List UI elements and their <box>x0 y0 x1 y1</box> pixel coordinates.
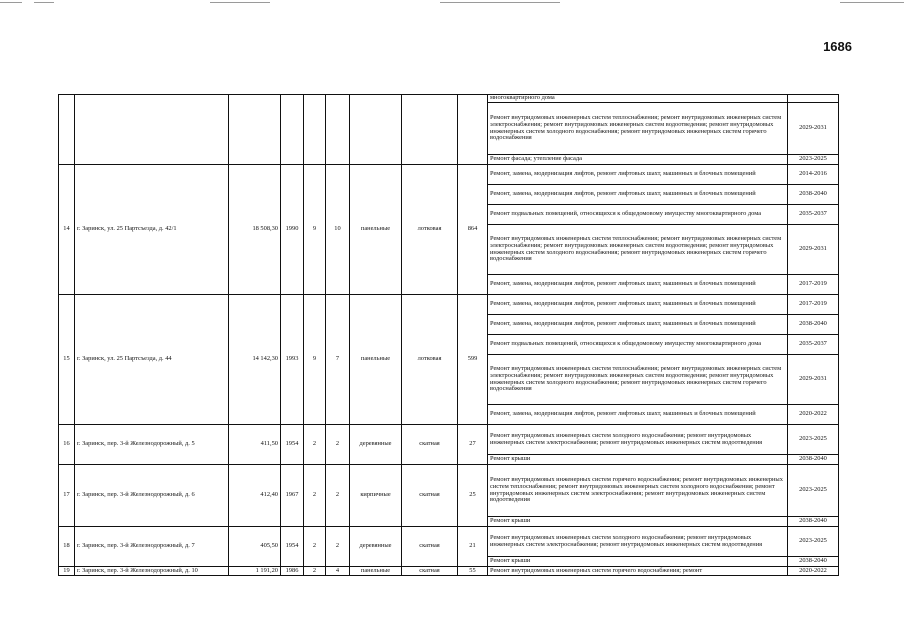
building-address: г. Заринск, пер. 3-й Железнодорожный, д. 6 <box>75 465 229 527</box>
roof-type: скатная <box>402 527 458 567</box>
work-description: Ремонт крыши <box>488 455 788 465</box>
building-address: г. Заринск, ул. 25 Партсъезда, д. 42/1 <box>75 165 229 295</box>
floors-count: 2 <box>304 425 326 465</box>
work-period: 2035-2037 <box>788 205 839 225</box>
work-period: 2020-2022 <box>788 405 839 425</box>
work-period: 2023-2025 <box>788 527 839 557</box>
work-description: Ремонт внутридомовых инженерных систем холодного водоснабжения; ремонт внутридомовых инженерных систем электроснабжения; ремонт внутридомовых инженерных систем водоотведения <box>488 425 788 455</box>
total-area: 14 142,30 <box>229 295 281 425</box>
continued-build-year-cell <box>281 95 304 165</box>
work-period <box>788 95 839 103</box>
work-description: Ремонт, замена, модернизация лифтов, ремонт лифтовых шахт, машинных и блочных помещений <box>488 315 788 335</box>
work-description: Ремонт фасада; утепление фасада <box>488 155 788 165</box>
work-description: Ремонт крыши <box>488 517 788 527</box>
work-description: Ремонт, замена, модернизация лифтов, ремонт лифтовых шахт, машинных и блочных помещений <box>488 295 788 315</box>
residents-count: 599 <box>458 295 488 425</box>
roof-type: скатная <box>402 465 458 527</box>
work-period: 2029-2031 <box>788 355 839 405</box>
residents-count: 21 <box>458 527 488 567</box>
work-period: 2029-2031 <box>788 225 839 275</box>
total-area: 18 508,30 <box>229 165 281 295</box>
work-description: Ремонт подвальных помещений, относящихся к общедомовому имуществу многоквартирного дома <box>488 205 788 225</box>
capital-repair-register-table <box>58 94 839 576</box>
wall-material: панельные <box>350 295 402 425</box>
build-year: 1967 <box>281 465 304 527</box>
building-row <box>59 295 839 315</box>
row-number: 19 <box>59 567 75 576</box>
work-description: Ремонт, замена, модернизация лифтов, ремонт лифтовых шахт, машинных и блочных помещений <box>488 405 788 425</box>
work-period: 2038-2040 <box>788 557 839 567</box>
build-year: 1986 <box>281 567 304 576</box>
building-row <box>59 527 839 557</box>
total-area: 1 191,20 <box>229 567 281 576</box>
building-address: г. Заринск, пер. 3-й Железнодорожный, д. 7 <box>75 527 229 567</box>
build-year: 1993 <box>281 295 304 425</box>
page-number: 1686 <box>823 39 852 54</box>
residents-count: 55 <box>458 567 488 576</box>
continued-residents-cell <box>458 95 488 165</box>
row-number: 15 <box>59 295 75 425</box>
roof-type: лотковая <box>402 295 458 425</box>
work-description: Ремонт внутридомовых инженерных систем холодного водоснабжения; ремонт внутридомовых инженерных систем электроснабжения; ремонт внутридомовых инженерных систем водоотведения <box>488 527 788 557</box>
work-description: Ремонт внутридомовых инженерных систем горячего водоснабжения; ремонт <box>488 567 788 576</box>
work-period: 2038-2040 <box>788 185 839 205</box>
build-year: 1954 <box>281 527 304 567</box>
floors-count: 2 <box>304 567 326 576</box>
entrances-count: 4 <box>326 567 350 576</box>
work-period: 2023-2025 <box>788 465 839 517</box>
residents-count: 27 <box>458 425 488 465</box>
work-period: 2023-2025 <box>788 425 839 455</box>
continued-total-area-cell <box>229 95 281 165</box>
work-description: Ремонт внутридомовых инженерных систем теплоснабжения; ремонт внутридомовых инженерных систем электроснабжения; ремонт внутридомовых инженерных систем водоотведения; ремонт внутридомовых инженерных систем холодного водоснабжения; ремонт внутридомовых инженерных систем горячего водоснабжения <box>488 103 788 155</box>
entrances-count: 7 <box>326 295 350 425</box>
work-description: Ремонт крыши <box>488 557 788 567</box>
wall-material: панельные <box>350 567 402 576</box>
work-description: Ремонт, замена, модернизация лифтов, ремонт лифтовых шахт, машинных и блочных помещений <box>488 185 788 205</box>
entrances-count: 10 <box>326 165 350 295</box>
build-year: 1990 <box>281 165 304 295</box>
work-period: 2017-2019 <box>788 295 839 315</box>
entrances-count: 2 <box>326 465 350 527</box>
continued-row-number-cell <box>59 95 75 165</box>
building-address: г. Заринск, пер. 3-й Железнодорожный, д. 10 <box>75 567 229 576</box>
total-area: 405,50 <box>229 527 281 567</box>
continued-roof-type-cell <box>402 95 458 165</box>
work-period: 2038-2040 <box>788 455 839 465</box>
work-period: 2035-2037 <box>788 335 839 355</box>
work-description: Ремонт, замена, модернизация лифтов, ремонт лифтовых шахт, машинных и блочных помещений <box>488 165 788 185</box>
work-description: Ремонт, замена, модернизация лифтов, ремонт лифтовых шахт, машинных и блочных помещений <box>488 275 788 295</box>
roof-type: лотковая <box>402 165 458 295</box>
work-period: 2017-2019 <box>788 275 839 295</box>
work-period: 2038-2040 <box>788 517 839 527</box>
work-period: 2020-2022 <box>788 567 839 576</box>
work-description: Ремонт внутридомовых инженерных систем теплоснабжения; ремонт внутридомовых инженерных систем электроснабжения; ремонт внутридомовых инженерных систем водоотведения; ремонт внутридомовых инженерных систем холодного водоснабжения; ремонт внутридомовых инженерных систем горячего водоснабжения <box>488 355 788 405</box>
row-number: 17 <box>59 465 75 527</box>
row-number: 18 <box>59 527 75 567</box>
row-number: 16 <box>59 425 75 465</box>
wall-material: деревянные <box>350 425 402 465</box>
residents-count: 25 <box>458 465 488 527</box>
work-description: Ремонт внутридомовых инженерных систем горячего водоснабжения; ремонт внутридомовых инженерных систем теплоснабжения; ремонт внутридомовых инженерных систем холодного водоснабжения; ремонт внутридомовых инженерных систем электроснабжения; ремонт внутридомовых инженерных систем водоотведения <box>488 465 788 517</box>
building-row <box>59 465 839 517</box>
entrances-count: 2 <box>326 527 350 567</box>
building-row <box>59 165 839 185</box>
work-period: 2023-2025 <box>788 155 839 165</box>
continued-wall-material-cell <box>350 95 402 165</box>
floors-count: 9 <box>304 165 326 295</box>
register-body <box>59 95 839 576</box>
scan-edge-marks <box>0 2 904 6</box>
work-period: 2038-2040 <box>788 315 839 335</box>
building-row <box>59 425 839 455</box>
floors-count: 2 <box>304 527 326 567</box>
continued-entrances-cell <box>326 95 350 165</box>
wall-material: кирпичные <box>350 465 402 527</box>
work-period: 2029-2031 <box>788 103 839 155</box>
residents-count: 864 <box>458 165 488 295</box>
work-description: Ремонт внутридомовых инженерных систем теплоснабжения; ремонт внутридомовых инженерных систем электроснабжения; ремонт внутридомовых инженерных систем водоотведения; ремонт внутридомовых инженерных систем холодного водоснабжения; ремонт внутридомовых инженерных систем горячего водоснабжения <box>488 225 788 275</box>
continued-address-cell <box>75 95 229 165</box>
floors-count: 9 <box>304 295 326 425</box>
building-address: г. Заринск, пер. 3-й Железнодорожный, д. 5 <box>75 425 229 465</box>
build-year: 1954 <box>281 425 304 465</box>
entrances-count: 2 <box>326 425 350 465</box>
wall-material: панельные <box>350 165 402 295</box>
building-row <box>59 567 839 576</box>
total-area: 412,40 <box>229 465 281 527</box>
work-description: Ремонт подвальных помещений, относящихся к общедомовому имуществу многоквартирного дома <box>488 335 788 355</box>
continued-floors-cell <box>304 95 326 165</box>
row-number: 14 <box>59 165 75 295</box>
continuation-row <box>59 95 839 103</box>
wall-material: деревянные <box>350 527 402 567</box>
roof-type: скатная <box>402 567 458 576</box>
floors-count: 2 <box>304 465 326 527</box>
roof-type: скатная <box>402 425 458 465</box>
total-area: 411,50 <box>229 425 281 465</box>
work-description: многоквартирного дома <box>488 95 788 103</box>
building-address: г. Заринск, ул. 25 Партсъезда, д. 44 <box>75 295 229 425</box>
work-period: 2014-2016 <box>788 165 839 185</box>
